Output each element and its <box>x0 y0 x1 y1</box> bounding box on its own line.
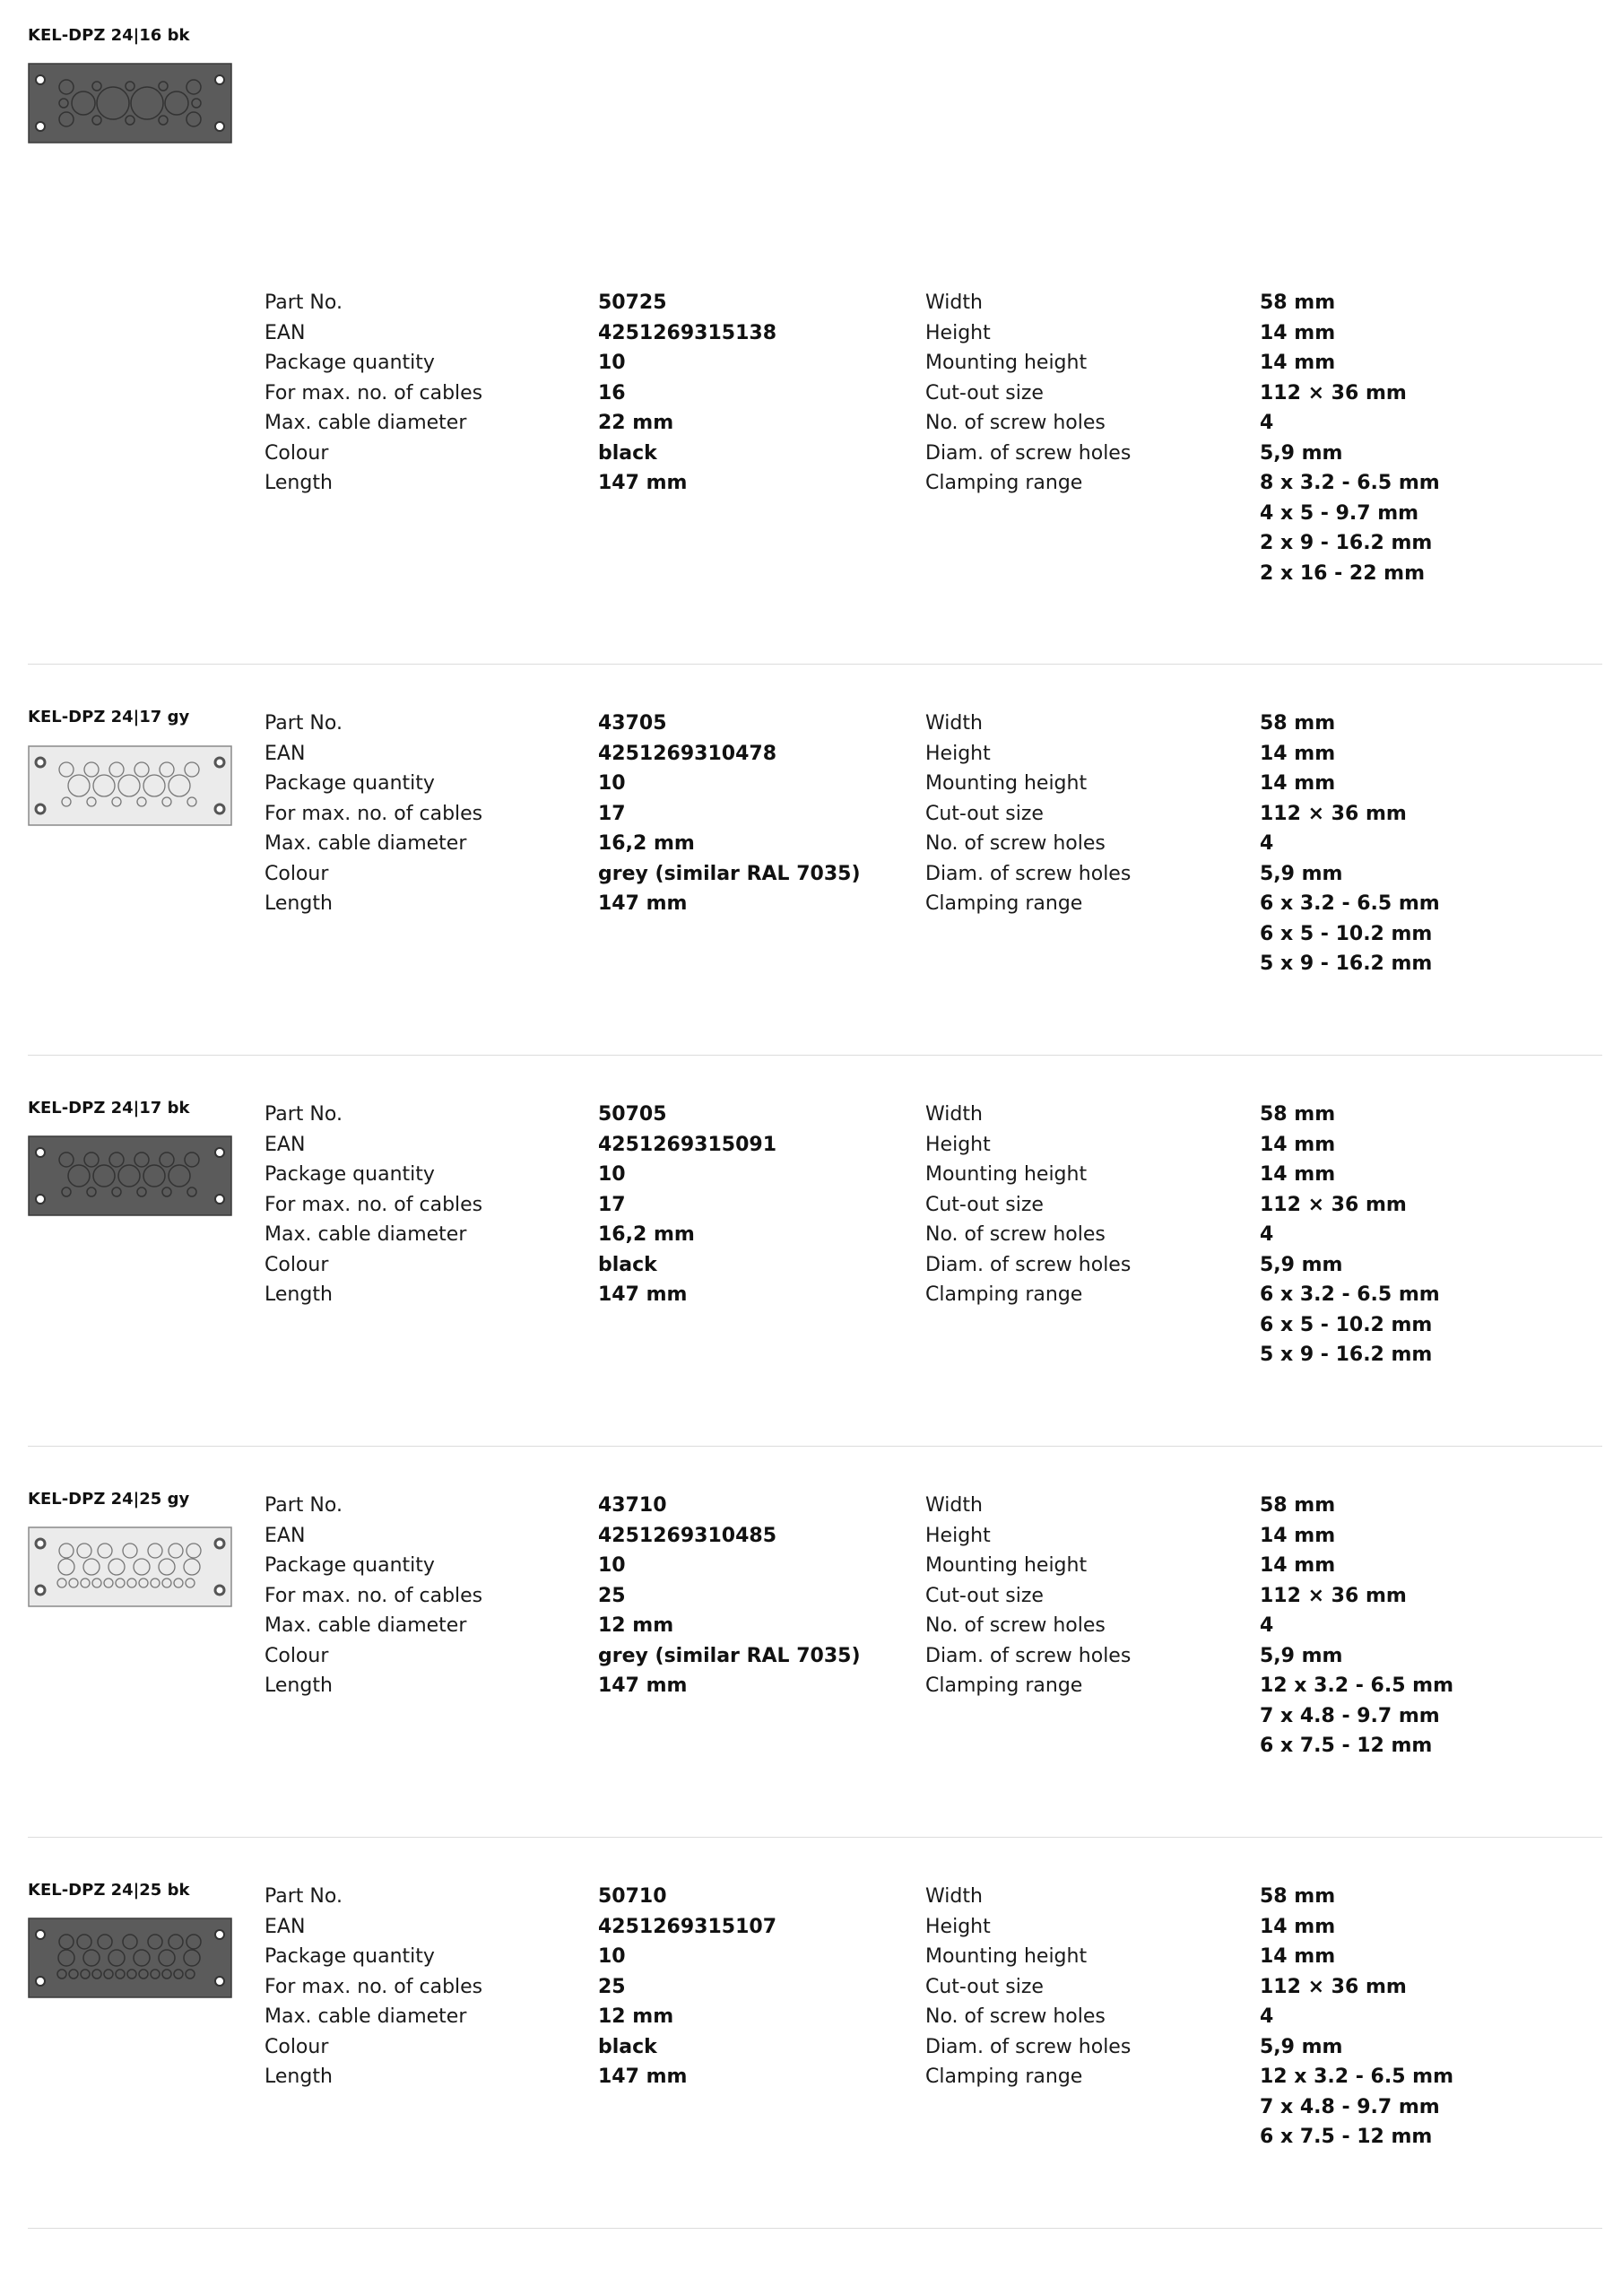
screw-hole-diameter: 5,9 mm <box>1260 1644 1343 1667</box>
spec-label: Width <box>925 1494 983 1517</box>
spec-labels <box>925 1491 1131 1701</box>
mounting-height: 14 mm <box>1260 1163 1336 1186</box>
spec-values <box>1260 1882 1453 2152</box>
spec-values <box>598 709 861 919</box>
package-quantity: 10 <box>598 1163 626 1186</box>
max-cables: 17 <box>598 802 626 825</box>
spec-label: Clamping range <box>925 2066 1083 2088</box>
spec-label: EAN <box>265 321 306 344</box>
spec-label: No. of screw holes <box>925 832 1106 855</box>
spec-label: Max. cable diameter <box>265 412 467 434</box>
ean: 4251269310478 <box>598 742 776 765</box>
spec-label: Colour <box>265 2035 329 2058</box>
spec-labels <box>265 709 482 919</box>
spec-label: Cut-out size <box>925 1584 1044 1607</box>
product-image <box>28 63 232 144</box>
part-number: 50725 <box>598 291 667 314</box>
cable-entry-plate-icon <box>28 1918 232 1998</box>
screw-holes: 4 <box>1260 832 1274 855</box>
colour: black <box>598 441 657 465</box>
spec-label: Clamping range <box>925 472 1083 494</box>
product-title: KEL-DPZ 24|17 bk <box>28 1099 190 1118</box>
length: 147 mm <box>598 2066 688 2088</box>
spec-label: Diam. of screw holes <box>925 1644 1132 1667</box>
spec-label: Colour <box>265 1253 329 1276</box>
product-title: KEL-DPZ 24|25 bk <box>28 1881 190 1900</box>
cable-entry-plate-icon <box>28 63 232 144</box>
screw-hole-diameter: 5,9 mm <box>1260 1253 1343 1276</box>
clamping-range: 5 x 9 - 16.2 mm <box>1260 1344 1433 1366</box>
width: 58 mm <box>1260 1494 1336 1517</box>
spec-label: EAN <box>265 742 306 765</box>
cable-entry-plate-icon <box>28 745 232 826</box>
spec-values <box>598 288 776 499</box>
spec-labels <box>925 1100 1131 1310</box>
spec-labels <box>265 1491 482 1701</box>
spec-label: No. of screw holes <box>925 412 1106 434</box>
spec-label: Width <box>925 1103 983 1126</box>
screw-holes: 4 <box>1260 1223 1274 1246</box>
max-cable-diameter: 16,2 mm <box>598 832 695 855</box>
mounting-height: 14 mm <box>1260 1945 1336 1968</box>
spec-label: Clamping range <box>925 892 1083 915</box>
spec-label: Part No. <box>265 1494 343 1517</box>
spec-label: Package quantity <box>265 1163 435 1186</box>
height: 14 mm <box>1260 1915 1336 1938</box>
product-title: KEL-DPZ 24|25 gy <box>28 1490 190 1509</box>
clamping-range: 8 x 3.2 - 6.5 mm <box>1260 472 1440 494</box>
length: 147 mm <box>598 892 688 915</box>
colour: black <box>598 2035 657 2058</box>
max-cable-diameter: 12 mm <box>598 1614 674 1637</box>
spec-label: Part No. <box>265 1103 343 1126</box>
clamping-range: 7 x 4.8 - 9.7 mm <box>1260 1704 1440 1727</box>
spec-label: Package quantity <box>265 1945 435 1968</box>
spec-label: Length <box>265 1283 333 1306</box>
clamping-range: 6 x 5 - 10.2 mm <box>1260 922 1433 945</box>
package-quantity: 10 <box>598 1945 626 1968</box>
spec-values <box>1260 288 1440 588</box>
part-number: 43710 <box>598 1494 667 1517</box>
clamping-range: 4 x 5 - 9.7 mm <box>1260 501 1419 525</box>
cutout-size: 112 × 36 mm <box>1260 1975 1407 1998</box>
ean: 4251269315091 <box>598 1133 776 1156</box>
colour: grey (similar RAL 7035) <box>598 1644 861 1667</box>
max-cables: 17 <box>598 1193 626 1216</box>
spec-label: Cut-out size <box>925 802 1044 825</box>
length: 147 mm <box>598 1674 688 1697</box>
spec-values <box>1260 1100 1440 1370</box>
cutout-size: 112 × 36 mm <box>1260 1584 1407 1607</box>
spec-label: Cut-out size <box>925 1193 1044 1216</box>
cable-entry-plate-icon <box>28 1135 232 1216</box>
spec-label: Max. cable diameter <box>265 2005 467 2028</box>
spec-label: Part No. <box>265 1885 343 1908</box>
screw-holes: 4 <box>1260 412 1274 434</box>
mounting-height: 14 mm <box>1260 772 1336 795</box>
max-cable-diameter: 22 mm <box>598 412 674 434</box>
screw-hole-diameter: 5,9 mm <box>1260 2035 1343 2058</box>
spec-label: EAN <box>265 1524 306 1547</box>
spec-label: Diam. of screw holes <box>925 862 1132 885</box>
spec-label: Part No. <box>265 291 343 314</box>
height: 14 mm <box>1260 321 1336 344</box>
ean: 4251269310485 <box>598 1524 776 1547</box>
clamping-range: 12 x 3.2 - 6.5 mm <box>1260 2066 1454 2088</box>
spec-label: Max. cable diameter <box>265 832 467 855</box>
clamping-range: 6 x 5 - 10.2 mm <box>1260 1313 1433 1336</box>
spec-labels <box>265 288 482 499</box>
height: 14 mm <box>1260 742 1336 765</box>
spec-label: Length <box>265 892 333 915</box>
package-quantity: 10 <box>598 1554 626 1577</box>
spec-label: Cut-out size <box>925 381 1044 404</box>
spec-labels <box>265 1882 482 2092</box>
spec-label: Length <box>265 2066 333 2088</box>
max-cable-diameter: 16,2 mm <box>598 1223 695 1246</box>
cutout-size: 112 × 36 mm <box>1260 381 1407 404</box>
clamping-range: 12 x 3.2 - 6.5 mm <box>1260 1674 1454 1697</box>
product-image <box>28 1526 232 1607</box>
max-cables: 25 <box>598 1975 626 1998</box>
part-number: 43705 <box>598 712 667 735</box>
height: 14 mm <box>1260 1524 1336 1547</box>
spec-label: Diam. of screw holes <box>925 2035 1132 2058</box>
height: 14 mm <box>1260 1133 1336 1156</box>
spec-label: Max. cable diameter <box>265 1223 467 1246</box>
width: 58 mm <box>1260 1885 1336 1908</box>
width: 58 mm <box>1260 712 1336 735</box>
spec-label: No. of screw holes <box>925 1614 1106 1637</box>
clamping-range: 5 x 9 - 16.2 mm <box>1260 952 1433 975</box>
package-quantity: 10 <box>598 772 626 795</box>
clamping-range: 7 x 4.8 - 9.7 mm <box>1260 2095 1440 2118</box>
spec-label: Colour <box>265 441 329 465</box>
spec-label: Mounting height <box>925 352 1088 374</box>
spec-labels <box>925 709 1131 919</box>
spec-label: Cut-out size <box>925 1975 1044 1998</box>
length: 147 mm <box>598 472 688 494</box>
spec-values <box>1260 1491 1453 1761</box>
spec-label: Package quantity <box>265 352 435 374</box>
spec-label: For max. no. of cables <box>265 1193 483 1216</box>
spec-label: Package quantity <box>265 1554 435 1577</box>
spec-label: Colour <box>265 1644 329 1667</box>
screw-hole-diameter: 5,9 mm <box>1260 441 1343 465</box>
spec-label: Mounting height <box>925 1163 1088 1186</box>
spec-label: Max. cable diameter <box>265 1614 467 1637</box>
spec-label: Package quantity <box>265 772 435 795</box>
spec-label: Clamping range <box>925 1283 1083 1306</box>
spec-label: No. of screw holes <box>925 2005 1106 2028</box>
max-cables: 16 <box>598 381 626 404</box>
spec-label: Mounting height <box>925 1554 1088 1577</box>
spec-label: For max. no. of cables <box>265 381 483 404</box>
spec-label: EAN <box>265 1133 306 1156</box>
spec-label: Width <box>925 712 983 735</box>
colour: black <box>598 1253 657 1276</box>
spec-label: Mounting height <box>925 1945 1088 1968</box>
spec-label: Mounting height <box>925 772 1088 795</box>
spec-values <box>598 1882 776 2092</box>
spec-label: Length <box>265 1674 333 1697</box>
spec-label: No. of screw holes <box>925 1223 1106 1246</box>
clamping-range: 2 x 16 - 22 mm <box>1260 561 1426 585</box>
spec-label: For max. no. of cables <box>265 1975 483 1998</box>
clamping-range: 6 x 7.5 - 12 mm <box>1260 2126 1433 2148</box>
spec-label: Diam. of screw holes <box>925 1253 1132 1276</box>
spec-label: For max. no. of cables <box>265 1584 483 1607</box>
spec-values <box>598 1491 861 1701</box>
part-number: 50710 <box>598 1885 667 1908</box>
part-number: 50705 <box>598 1103 667 1126</box>
spec-label: Clamping range <box>925 1674 1083 1697</box>
spec-values <box>1260 709 1440 979</box>
product-image <box>28 1918 232 1998</box>
width: 58 mm <box>1260 1103 1336 1126</box>
spec-labels <box>265 1100 482 1310</box>
spec-label: EAN <box>265 1915 306 1938</box>
cutout-size: 112 × 36 mm <box>1260 1193 1407 1216</box>
spec-labels <box>925 288 1131 499</box>
section-divider <box>28 664 1602 665</box>
spec-label: For max. no. of cables <box>265 802 483 825</box>
spec-label: Height <box>925 321 991 344</box>
spec-label: Height <box>925 1915 991 1938</box>
spec-label: Colour <box>265 862 329 885</box>
clamping-range: 2 x 9 - 16.2 mm <box>1260 532 1433 554</box>
package-quantity: 10 <box>598 352 626 374</box>
max-cables: 25 <box>598 1584 626 1607</box>
product-title: KEL-DPZ 24|17 gy <box>28 708 190 726</box>
screw-holes: 4 <box>1260 2005 1274 2028</box>
clamping-range: 6 x 3.2 - 6.5 mm <box>1260 892 1440 915</box>
section-divider <box>28 1446 1602 1447</box>
spec-label: Height <box>925 1133 991 1156</box>
cable-entry-plate-icon <box>28 1526 232 1607</box>
product-title: KEL-DPZ 24|16 bk <box>28 26 190 45</box>
spec-label: Part No. <box>265 712 343 735</box>
section-divider <box>28 2228 1602 2229</box>
product-image <box>28 1135 232 1216</box>
screw-holes: 4 <box>1260 1614 1274 1637</box>
length: 147 mm <box>598 1283 688 1306</box>
spec-values <box>598 1100 776 1310</box>
ean: 4251269315107 <box>598 1915 776 1938</box>
mounting-height: 14 mm <box>1260 352 1336 374</box>
colour: grey (similar RAL 7035) <box>598 862 861 885</box>
spec-label: Height <box>925 1524 991 1547</box>
width: 58 mm <box>1260 291 1336 314</box>
screw-hole-diameter: 5,9 mm <box>1260 862 1343 885</box>
spec-label: Diam. of screw holes <box>925 441 1132 465</box>
max-cable-diameter: 12 mm <box>598 2005 674 2028</box>
cutout-size: 112 × 36 mm <box>1260 802 1407 825</box>
clamping-range: 6 x 3.2 - 6.5 mm <box>1260 1283 1440 1306</box>
section-divider <box>28 1837 1602 1838</box>
spec-labels <box>925 1882 1131 2092</box>
ean: 4251269315138 <box>598 321 776 344</box>
clamping-range: 6 x 7.5 - 12 mm <box>1260 1735 1433 1757</box>
spec-label: Width <box>925 1885 983 1908</box>
section-divider <box>28 1055 1602 1056</box>
spec-label: Height <box>925 742 991 765</box>
mounting-height: 14 mm <box>1260 1554 1336 1577</box>
spec-label: Width <box>925 291 983 314</box>
spec-label: Length <box>265 472 333 494</box>
product-image <box>28 745 232 826</box>
